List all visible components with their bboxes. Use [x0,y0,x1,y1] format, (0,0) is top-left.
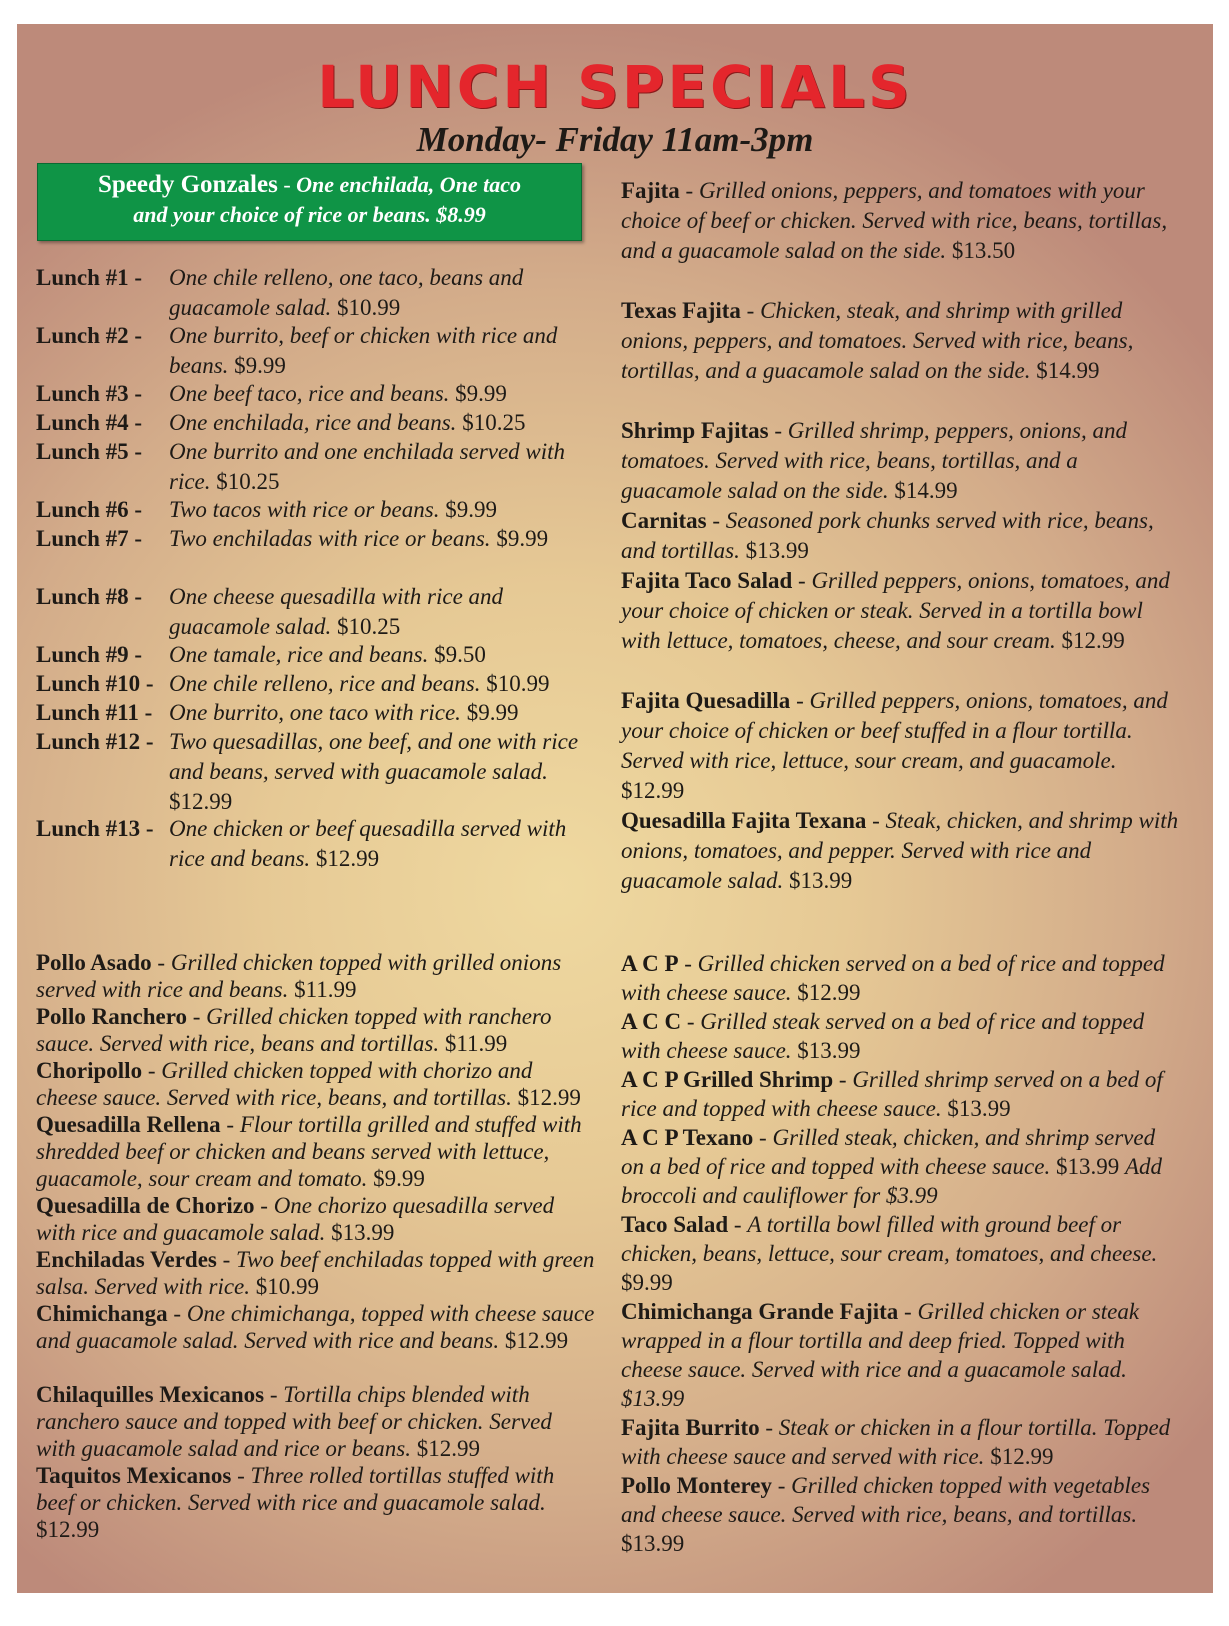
lunch-price: $10.25 [462,410,526,435]
lunch-desc: One cheese quesadilla with rice and guacamole salad. [169,584,504,639]
menu-item: Quesadilla de Chorizo - One chorizo quesadilla served with rice and guacamole salad. $13.99 [36,1193,555,1245]
speedy-desc-line2: and your choice of rice or beans. [133,202,431,227]
lunch-desc: One burrito and one enchilada served with rice. [169,439,566,494]
lunch-desc: Two tacos with rice or beans. [169,497,440,522]
item-extra: Add broccoli and cauliflower for $3.99 [621,1154,1163,1208]
menu-item: Carnitas - Seasoned pork chunks served with rice, beans, and tortillas. $13.99 [621,508,1154,563]
item-price: $13.99 [745,538,809,563]
item-price: $14.99 [1036,358,1100,383]
lunch-item [36,640,596,670]
menu-item: A C P Grilled Shrimp - Grilled shrimp served on a bed of rice and topped with cheese sauce. $13.99 [621,1067,1163,1121]
item-price: $13.99 [789,868,853,893]
item-desc: Tortilla chips blended with ranchero sauce and topped with beef or chicken. Served with guacamole salad and rice or beans. [36,1382,552,1461]
item-desc: Grilled onions, peppers, and tomatoes with your choice of beef or chicken. Served with rice, beans, tortillas, and a guacamole salad on the side. [621,178,1168,263]
lunch-desc: One chile relleno, one taco, beans and guacamole salad. [169,265,524,320]
speedy-gonzales-banner [37,163,582,241]
item-desc: Seasoned pork chunks served with rice, beans, and tortillas. [621,508,1154,563]
item-price: $12.99 [1061,628,1125,653]
item-price: $13.50 [951,238,1016,263]
lunch-item [36,495,596,525]
menu-item: Shrimp Fajitas - Grilled shrimp, peppers, onions, and tomatoes. Served with rice, beans, tortillas, and a guacamole salad on the side. $14.99 [621,418,1128,503]
lunch-number: Lunch #6 - [36,497,143,522]
item-price: $11.99 [444,1031,508,1056]
lunch-item [36,669,596,699]
item-name: Pollo Monterey [621,1473,772,1498]
item-name: Fajita Taco Salad [621,568,793,593]
item-name: A C P Texano [621,1125,754,1150]
lunch-desc: Two enchiladas with rice or beans. [169,526,491,551]
lunch-number: Lunch #5 - [36,439,143,464]
speedy-price: $8.99 [436,202,486,227]
item-price: $13.99 [621,1531,685,1556]
item-name: Chilaquilles Mexicanos [36,1382,265,1407]
item-price: $13.99 [947,1096,1011,1121]
item-name: Texas Fajita [621,298,741,323]
lunch-desc: One enchilada, rice and beans. [169,410,457,435]
lunch-number: Lunch #13 - [36,816,154,841]
lunch-number: Lunch #4 - [36,410,143,435]
item-desc: Grilled chicken topped with vegetables and cheese sauce. Served with rice, beans, and tortillas. [621,1473,1151,1527]
item-price: $12.99 [990,1444,1054,1469]
lunch-desc: One tamale, rice and beans. [169,642,429,667]
item-desc: One chimichanga, topped with cheese sauce and guacamole salad. Served with rice and beans. [36,1301,595,1353]
lunch-number: Lunch #12 - [36,729,154,754]
item-price: $13.99 [621,1386,685,1411]
lunch-item [36,263,596,323]
lunch-item [36,814,596,874]
item-desc: Grilled steak served on a bed of rice and topped with cheese sauce. [621,1009,1145,1063]
item-desc: Grilled chicken topped with chorizo and cheese sauce. Served with rice, beans, and tortillas. [36,1058,533,1110]
item-price: $12.99 [504,1328,569,1353]
speedy-separator: - [277,172,297,197]
item-desc: One chorizo quesadilla served with rice and guacamole salad. [36,1193,555,1245]
item-desc: Flour tortilla grilled and stuffed with shredded beef or chicken and beans served with lettuce, guacamole, sour cream and tomato. [36,1112,582,1191]
lunch-number: Lunch #10 - [36,671,154,696]
item-price: $13.99 [331,1220,395,1245]
item-name: Taquitos Mexicanos [36,1463,232,1488]
item-name: A C P [621,951,679,976]
lunch-desc: One burrito, one taco with rice. [169,700,461,725]
menu-item: Taquitos Mexicanos - Three rolled tortillas stuffed with beef or chicken. Served with rice and guacamole salad. $12.99 [36,1463,555,1542]
lunch-item [36,437,596,497]
item-price: $12.99 [621,778,685,803]
item-price: $12.99 [797,980,861,1005]
lunch-item [36,408,596,438]
item-price: $14.99 [894,478,958,503]
lunch-desc: One beef taco, rice and beans. [169,381,450,406]
lunch-price: $10.25 [216,469,280,494]
lunch-item [36,321,596,381]
lunch-desc: One chile relleno, rice and beans. [169,671,481,696]
lunch-price: $10.99 [337,295,401,320]
menu-item: Pollo Ranchero - Grilled chicken topped with ranchero sauce. Served with rice, beans and tortillas. $11.99 [36,1004,552,1056]
item-name: Shrimp Fajitas [621,418,769,443]
menu-item: Quesadilla Fajita Texana - Steak, chicken, and shrimp with onions, tomatoes, and pepper. Served with rice and guacamole salad. $13.99 [621,808,1179,893]
menu-item: A C P Texano - Grilled steak, chicken, and shrimp served on a bed of rice and topped with cheese sauce. $13.99 Add broccoli and cauliflower for $3.99 [621,1125,1163,1208]
item-price: $12.99 [416,1436,480,1461]
item-desc: Grilled chicken topped with ranchero sauce. Served with rice, beans and tortillas. [36,1004,552,1056]
menu-item: Fajita Taco Salad - Grilled peppers, onions, tomatoes, and your choice of chicken or steak. Served in a tortilla bowl with lettuce, tomatoes, cheese, and sour cream. $12.99 [621,568,1170,653]
item-price: $13.99 [797,1038,861,1063]
item-price: $9.99 [373,1166,425,1191]
item-desc: Chicken, steak, and shrimp with grilled onions, peppers, and tomatoes. Served with rice, beans, tortillas, and a guacamole salad on the side. [621,298,1134,383]
item-desc: Grilled shrimp served on a bed of rice and topped with cheese sauce. [621,1067,1163,1121]
lunch-number: Lunch #2 - [36,323,143,348]
menu-item: Fajita - Grilled onions, peppers, and tomatoes with your choice of beef or chicken. Served with rice, beans, tortillas, and a guacamole salad on the side. $13.50 [621,178,1168,263]
menu-item: Choripollo - Grilled chicken topped with chorizo and cheese sauce. Served with rice, beans, and tortillas. $12.99 [36,1058,581,1110]
lunch-item [36,379,596,409]
item-desc: A tortilla bowl filled with ground beef or chicken, beans, lettuce, sour cream, tomatoes, and cheese. [621,1212,1158,1266]
lunch-number: Lunch #11 - [36,700,153,725]
item-desc: Grilled peppers, onions, tomatoes, and your choice of chicken or beef stuffed in a flour tortilla. Served with rice, lettuce, sour cream, and guacamole. [621,688,1168,773]
lunch-price: $9.99 [455,381,507,406]
speedy-name: Speedy Gonzales [97,171,278,198]
page-title: LUNCH SPECIALS [317,53,913,121]
item-price: $13.99 [1055,1154,1120,1179]
menu-item: Chimichanga - One chimichanga, topped with cheese sauce and guacamole salad. Served with rice and beans. $12.99 [36,1301,595,1353]
item-desc: Steak, chicken, and shrimp with onions, tomatoes, and pepper. Served with rice and guacamole salad. [621,808,1179,893]
item-price: $9.99 [621,1270,673,1295]
item-name: Fajita Burrito [621,1415,760,1440]
item-name: A C C [621,1009,682,1034]
lunch-item [36,524,596,554]
item-name: Quesadilla Fajita Texana [621,808,867,833]
item-name: Chimichanga Grande Fajita [621,1299,899,1324]
menu-item: A C C - Grilled steak served on a bed of rice and topped with cheese sauce. $13.99 [621,1009,1145,1063]
menu-item: Enchiladas Verdes - Two beef enchiladas topped with green salsa. Served with rice. $10.99 [36,1247,595,1299]
lunch-price: $9.99 [496,526,549,551]
lunch-price: $9.50 [434,642,486,667]
lunch-number: Lunch #9 - [36,642,143,667]
item-name: Pollo Ranchero [36,1004,187,1029]
item-desc: Grilled peppers, onions, tomatoes, and your choice of chicken or steak. Served in a tortilla bowl with lettuce, tomatoes, cheese, and sour cream. [621,568,1170,653]
lunch-item [36,582,596,642]
item-desc: Grilled chicken or steak wrapped in a flour tortilla and deep fried. Topped with cheese sauce. Served with rice and a guacamole salad. [621,1299,1140,1382]
lunch-price: $9.99 [466,700,519,725]
lunch-desc: One burrito, beef or chicken with rice and beans. [169,323,558,378]
item-name: Quesadilla Rellena [36,1112,221,1137]
lunch-number: Lunch #3 - [36,381,143,406]
item-name: A C P Grilled Shrimp [621,1067,834,1092]
item-desc: Three rolled tortillas stuffed with beef or chicken. Served with rice and guacamole salad. [36,1463,555,1515]
lunch-item [36,727,596,817]
lunch-number: Lunch #7 - [36,526,143,551]
lunch-price: $9.99 [234,353,286,378]
lunch-item [36,698,596,728]
item-desc: Grilled chicken served on a bed of rice and topped with cheese sauce. [621,951,1165,1005]
lunch-price: $12.99 [315,846,380,871]
item-name: Chimichanga [36,1301,168,1326]
lunch-number: Lunch #8 - [36,584,143,609]
menu-item: Chilaquilles Mexicanos - Tortilla chips blended with ranchero sauce and topped with beef or chicken. Served with guacamole salad and rice or beans. $12.99 [36,1382,552,1461]
menu-item: Texas Fajita - Chicken, steak, and shrimp with grilled onions, peppers, and tomatoes. Served with rice, beans, tortillas, and a guacamole salad on the side. $14.99 [621,298,1134,383]
item-price: $12.99 [36,1517,100,1542]
lunch-price: $10.25 [337,614,401,639]
item-name: Carnitas [621,508,707,533]
item-desc: Two beef enchiladas topped with green salsa. Served with rice. [36,1247,595,1299]
item-name: Quesadilla de Chorizo [36,1193,255,1218]
menu-item: Chimichanga Grande Fajita - Grilled chicken or steak wrapped in a flour tortilla and deep fried. Topped with cheese sauce. Served with rice and a guacamole salad. $13.99 [621,1299,1140,1411]
item-desc: Steak or chicken in a flour tortilla. Topped with cheese sauce and served with rice. [621,1415,1171,1469]
lunch-number: Lunch #1 - [36,265,143,290]
menu-item: Quesadilla Rellena - Flour tortilla grilled and stuffed with shredded beef or chicken and beans served with lettuce, guacamole, sour cream and tomato. $9.99 [36,1112,582,1191]
item-price: $10.99 [255,1274,319,1299]
lunch-desc: One chicken or beef quesadilla served with rice and beans. [169,816,567,871]
page-subtitle: Monday- Friday 11am-3pm [416,120,814,159]
item-desc: Grilled shrimp, peppers, onions, and tomatoes. Served with rice, beans, tortillas, and a guacamole salad on the side. [621,418,1128,503]
lunch-price: $9.99 [445,497,497,522]
item-desc: Grilled chicken topped with grilled onions served with rice and beans. [36,950,562,1002]
item-name: Taco Salad [621,1212,729,1237]
menu-item: A C P - Grilled chicken served on a bed of rice and topped with cheese sauce. $12.99 [621,951,1165,1005]
item-name: Pollo Asado [36,950,152,975]
lunch-price: $10.99 [486,671,550,696]
speedy-desc-line1: One enchilada, One taco [296,172,522,197]
menu-item: Fajita Burrito - Steak or chicken in a flour tortilla. Topped with cheese sauce and served with rice. $12.99 [621,1415,1171,1469]
menu-item: Pollo Monterey - Grilled chicken topped with vegetables and cheese sauce. Served with rice, beans, and tortillas. $13.99 [621,1473,1151,1556]
item-name: Fajita Quesadilla [621,688,791,713]
item-name: Choripollo [36,1058,143,1083]
item-desc: Grilled steak, chicken, and shrimp served on a bed of rice and topped with cheese sauce. [621,1125,1156,1179]
item-price: $11.99 [294,977,357,1002]
lunch-desc: Two quesadillas, one beef, and one with rice and beans, served with guacamole salad. [169,729,579,784]
menu-item: Pollo Asado - Grilled chicken topped with grilled onions served with rice and beans. $11.99 [36,950,562,1002]
item-name: Enchiladas Verdes [36,1247,217,1272]
menu-item: Taco Salad - A tortilla bowl filled with ground beef or chicken, beans, lettuce, sour cream, tomatoes, and cheese. $9.99 [621,1212,1158,1295]
lunch-price: $12.99 [169,789,233,814]
menu-item: Fajita Quesadilla - Grilled peppers, onions, tomatoes, and your choice of chicken or beef stuffed in a flour tortilla. Served with rice, lettuce, sour cream, and guacamole. $12.99 [621,688,1168,803]
item-price: $12.99 [517,1085,581,1110]
item-name: Fajita [621,178,680,203]
